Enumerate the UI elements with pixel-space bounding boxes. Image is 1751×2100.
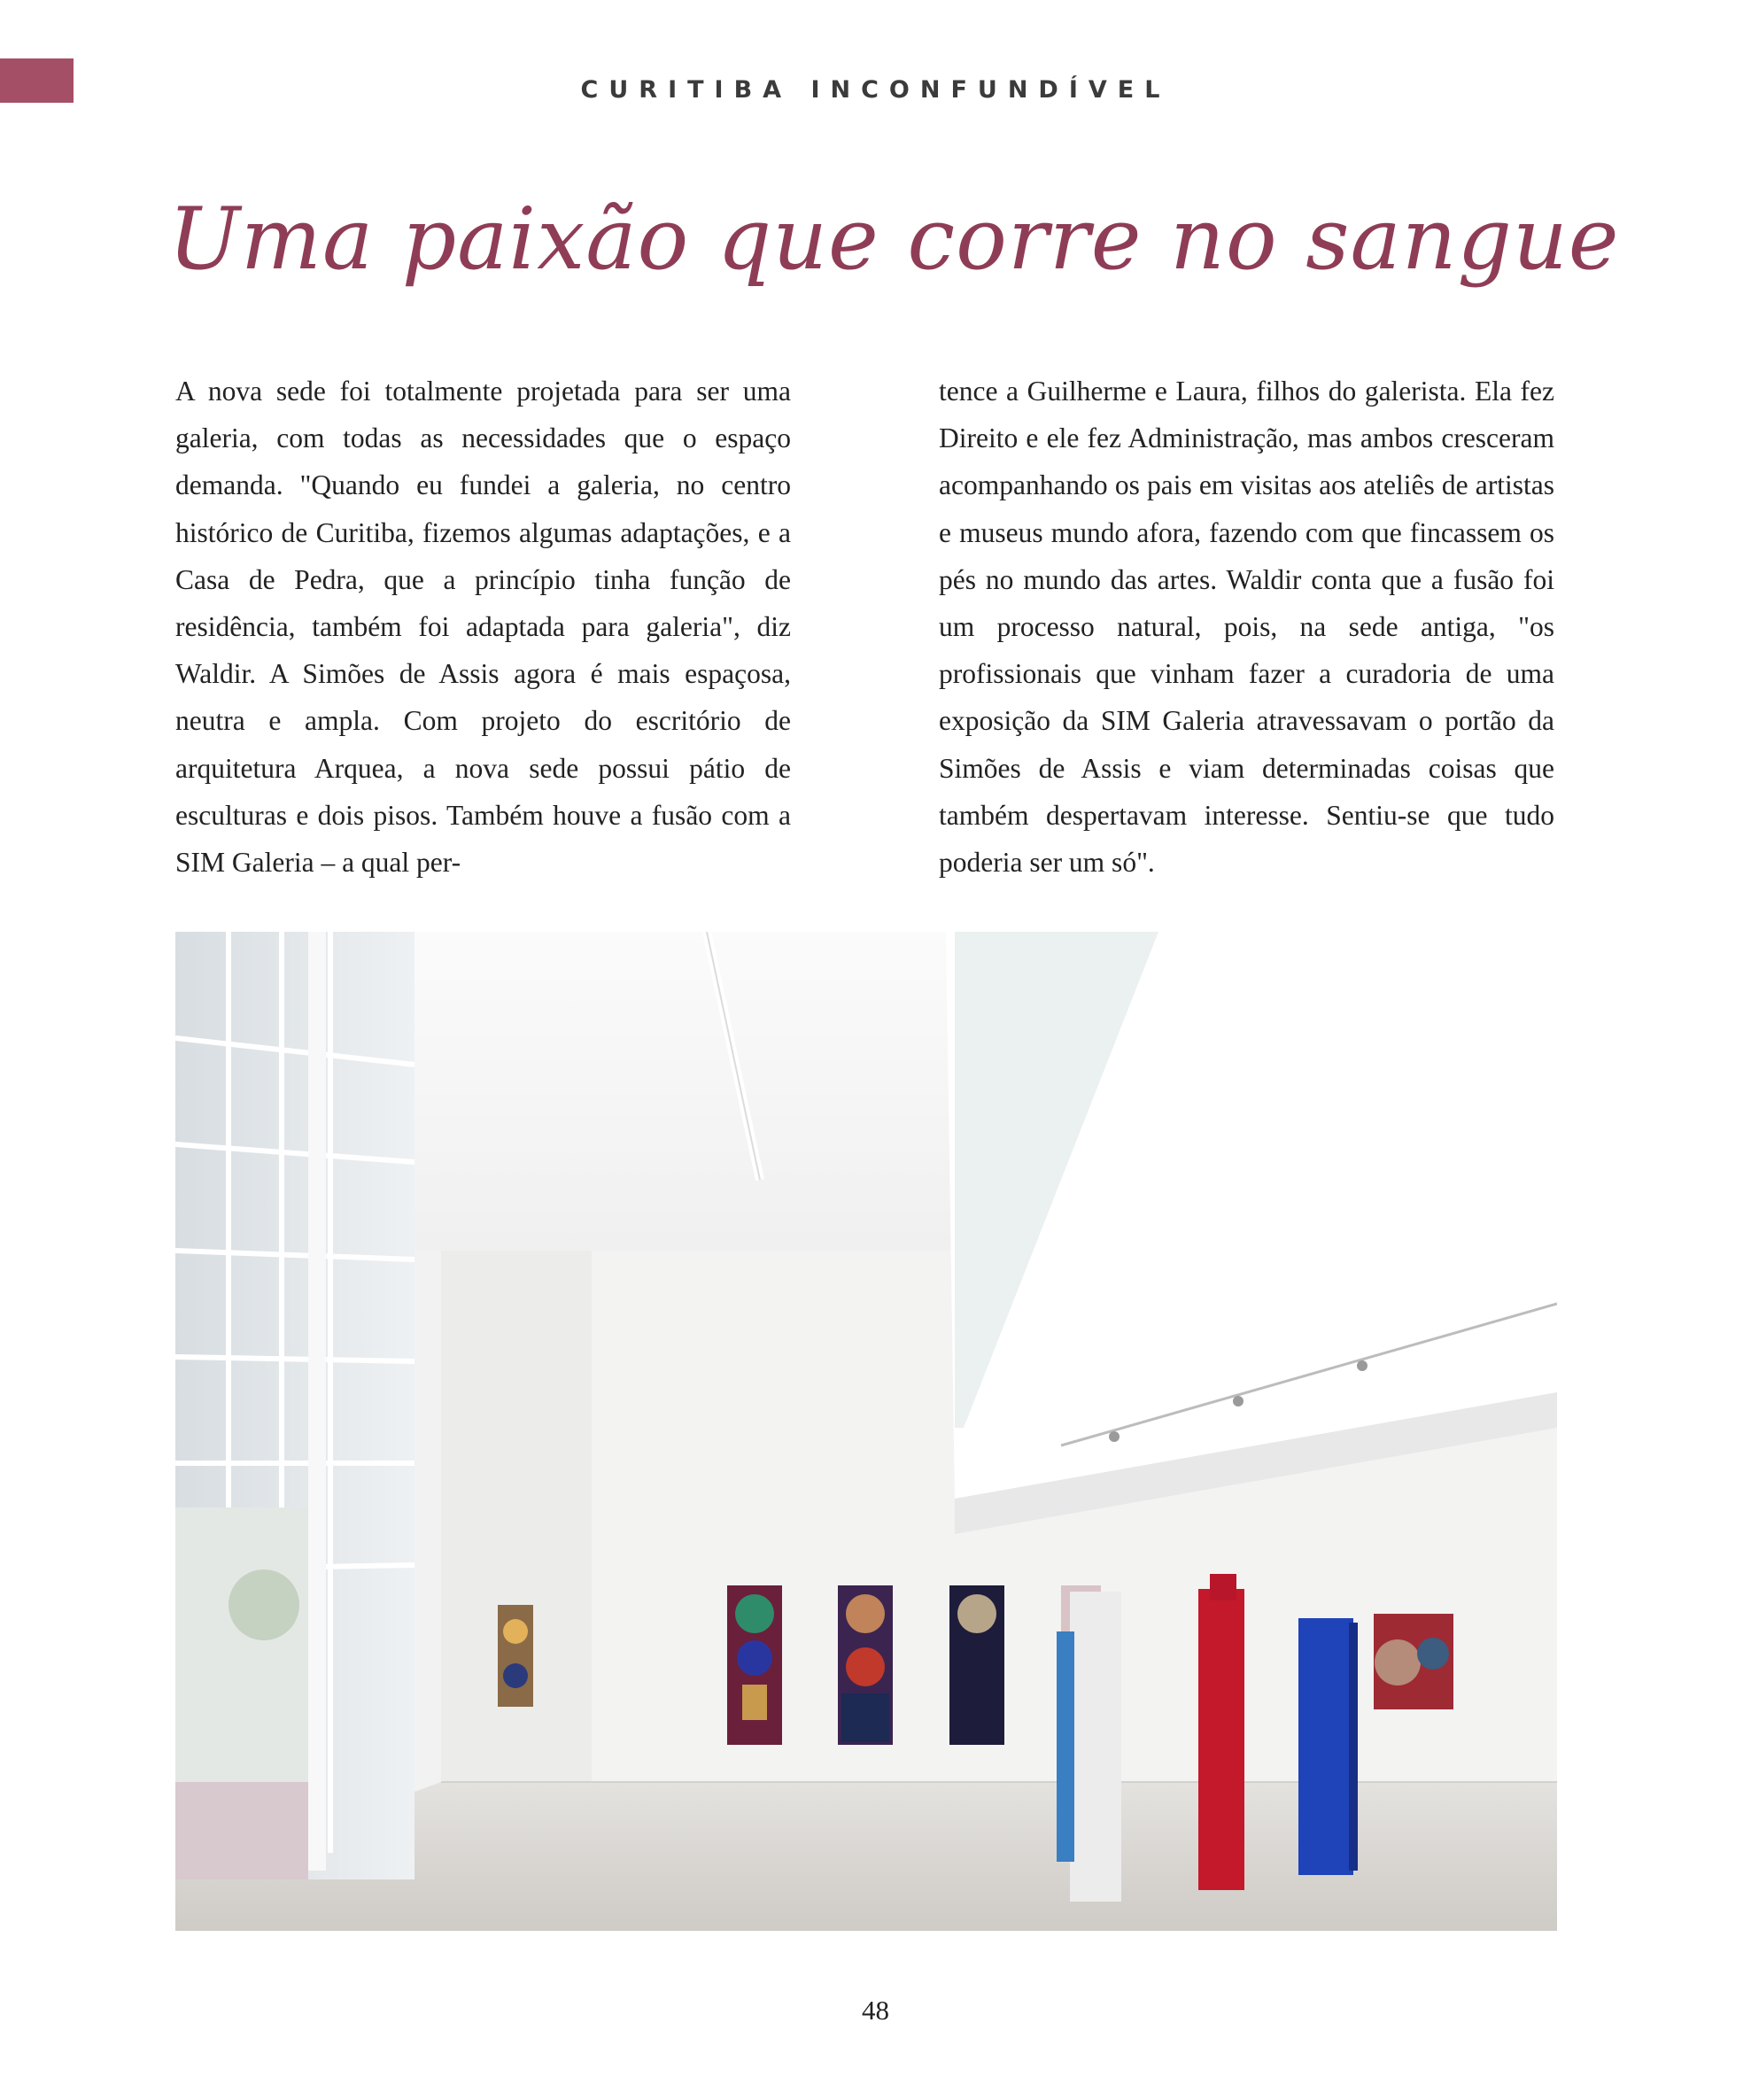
article-column-left (175, 368, 791, 886)
article-title (168, 177, 1620, 337)
gallery-interior-photo (175, 932, 1557, 1931)
section-label: CURITIBA INCONFUNDÍVEL (580, 76, 1171, 104)
article-paragraph-left: A nova sede foi totalmente projetada para ser uma galeria, com todas as necessidades que o espaço demanda. "Quando eu fundei a galeria, no centro histórico de Curitiba, fizemos algumas adaptações, e a Casa de Pedra, que a princípio tinha função de residência, também foi adaptada para galeria", diz Waldir. A Simões de Assis agora é mais espaçosa, neutra e ampla. Com projeto do escritório de arquitetura Arquea, a nova sede possui pátio de esculturas e dois pisos. Também houve a fusão com a SIM Galeria – a qual per- (175, 376, 791, 879)
article-paragraph-right: tence a Guilherme e Laura, filhos do galerista. Ela fez Direito e ele fez Administração, mas ambos cresceram acompanhando os pais em visitas aos ateliês de artistas e museus mundo afora, fazendo com que fincassem os pés no mundo das artes. Waldir conta que a fusão foi um processo natural, pois, na sede antiga, "os profissionais que vinham fazer a curadoria de uma exposição da SIM Galeria atravessavam o portão da Simões de Assis e viam determinadas coisas que também despertavam interesse. Sentiu-se que tudo poderia ser um só". (939, 376, 1554, 879)
page-number: 48 (862, 1995, 889, 2026)
article-column-right (939, 368, 1554, 886)
article-title-text: Uma paixão que corre no sangue (168, 190, 1620, 289)
